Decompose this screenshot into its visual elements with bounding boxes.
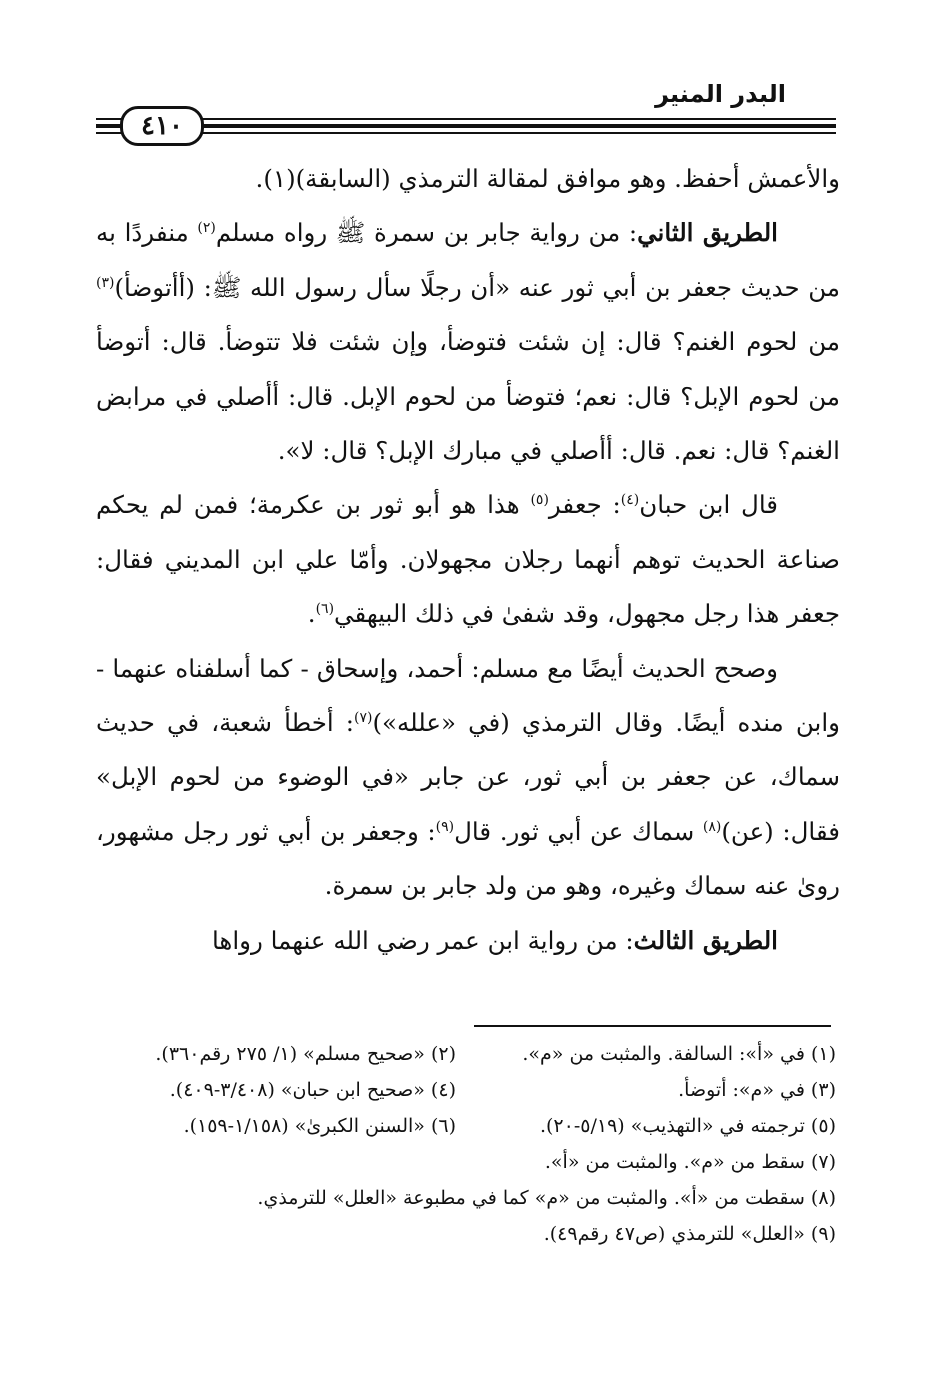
footnote-ref: (٦) xyxy=(315,601,335,618)
text-run: : من رواية جابر بن سمرة ﷺ رواه مسلم xyxy=(215,218,638,248)
text-run: . xyxy=(307,599,316,629)
header-rule xyxy=(96,132,836,134)
text-run: سماك عن أبي ثور. قال xyxy=(454,816,703,846)
footnote-row xyxy=(96,1144,836,1180)
paragraph xyxy=(96,206,840,478)
footnote-ref: (٩) xyxy=(435,818,455,835)
page-number: ٤١٠ xyxy=(120,106,204,146)
text-run: وصحح الحديث أيضًا مع مسلم: أحمد، وإسحاق - كما أسلفناه عنهما - وابن منده أيضًا. وقال الترمذي (في «علله») xyxy=(96,653,840,738)
footnote-row xyxy=(96,1180,836,1216)
footnote-ref: (٨) xyxy=(702,818,722,835)
footnote-ref: (٧) xyxy=(354,709,373,726)
header-rule xyxy=(96,124,836,128)
footnote: (٩) «العلل» للترمذي (ص٤٧ رقم٤٩). xyxy=(543,1223,836,1245)
text-run: منفردًا به من حديث جعفر بن أبي ثور عنه «أن رجلًا سأل رسول الله ﷺ: (أأتوضأ) xyxy=(96,218,840,302)
main-text xyxy=(96,152,840,968)
text-run: : أخطأ شعبة، في حديث سماك، عن جعفر بن أبي ثور، عن جابر «في الوضوء من لحوم الإبل» فقال: (عن) xyxy=(96,708,840,846)
text-run: قال ابن حبان xyxy=(639,490,779,520)
paragraph xyxy=(96,914,840,968)
footnote: (٥) ترجمته في «التهذيب» (٥/١٩-٢٠). xyxy=(539,1115,836,1137)
footnote-row xyxy=(96,1108,836,1144)
text-run: هذا هو أبو ثور بن عكرمة؛ فمن لم يحكم صناعة الحديث توهم أنهما رجلان مجهولان. وأمّا علي ابن المديني فقال: جعفر هذا رجل مجهول، وقد شفىٰ في ذلك البيهقي xyxy=(96,490,840,629)
footnote-ref: (٣) xyxy=(96,274,115,291)
paragraph: والأعمش أحفظ. وهو موافق لمقالة الترمذي (السابقة)(١). xyxy=(255,164,840,193)
text-run: من لحوم الغنم؟ قال: إن شئت فتوضأ، وإن شئت فلا تتوضأ. قال: أتوضأ من لحوم الإبل؟ قال: نعم؛ فتوضأ من لحوم الإبل. قال: أأصلي في مرابض الغنم؟ قال: نعم. قال: أأصلي في مبارك الإبل؟ قال: لا». xyxy=(96,327,840,466)
footnotes xyxy=(96,1036,836,1252)
footnote-row xyxy=(96,1216,836,1252)
footnote-separator xyxy=(474,1025,831,1027)
book-title: البدر المنير xyxy=(655,80,786,108)
footnote-row xyxy=(96,1036,836,1072)
footnote: (١) في «أ»: السالفة. والمثبت من «م». xyxy=(522,1043,836,1065)
header-rule xyxy=(96,118,836,120)
footnote: (٢) «صحيح مسلم» (١/ ٢٧٥ رقم٣٦٠). xyxy=(155,1043,456,1065)
section-heading: الطريق الثالث xyxy=(633,925,778,955)
page-header xyxy=(96,80,836,140)
section-heading: الطريق الثاني xyxy=(637,218,778,248)
paragraph xyxy=(96,642,840,914)
footnote: (٦) «السنن الكبرىٰ» (١/١٥٨-١٥٩). xyxy=(183,1115,456,1137)
footnote-row xyxy=(96,1072,836,1108)
paragraph xyxy=(96,478,840,641)
text-run: : جعفر xyxy=(548,490,621,520)
text-run: : من رواية ابن عمر رضي الله عنهما رواها xyxy=(211,925,634,955)
footnote: (٨) سقطت من «أ». والمثبت من «م» كما في مطبوعة «العلل» للترمذي. xyxy=(257,1187,836,1209)
footnote: (٧) سقط من «م». والمثبت من «أ». xyxy=(544,1151,836,1173)
footnote-ref: (٤) xyxy=(620,492,640,509)
footnote-ref: (٢) xyxy=(197,220,216,237)
footnote: (٤) «صحيح ابن حبان» (٣/٤٠٨-٤٠٩). xyxy=(169,1079,456,1101)
text-run: : وجعفر بن أبي ثور رجل مشهور، روىٰ عنه سماك وغيره، وهو من ولد جابر بن سمرة. xyxy=(96,816,840,901)
footnote: (٣) في «م»: أتوضأ. xyxy=(678,1079,836,1101)
footnote-ref: (٥) xyxy=(530,492,549,509)
